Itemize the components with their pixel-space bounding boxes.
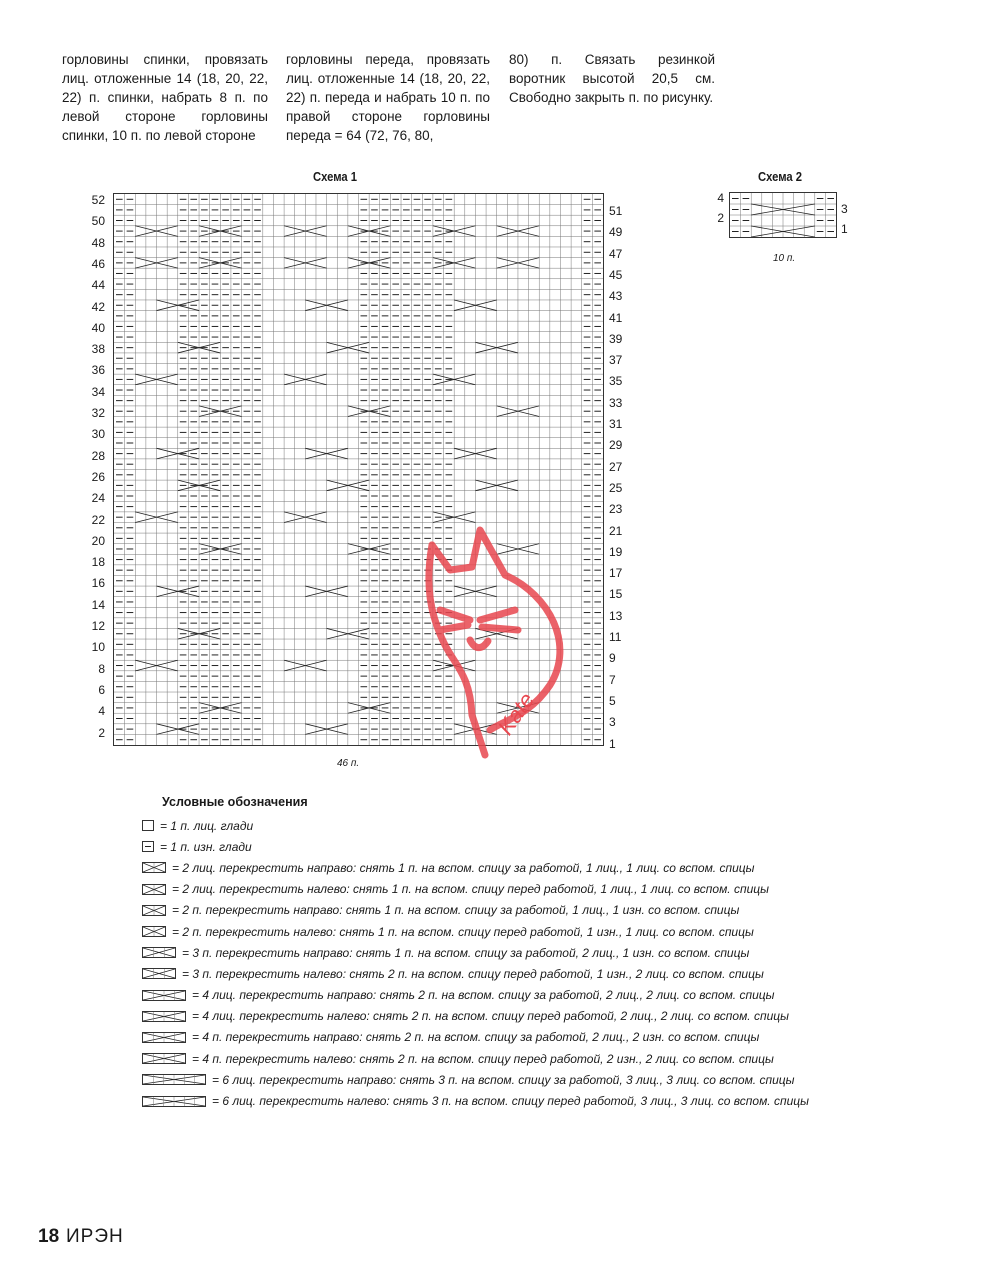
legend-item xyxy=(142,815,809,836)
text-column-1-body: горловины спинки, провязать лиц. отложенные 14 (18, 20, 22, 22) п. спинки, набрать 8 п. по левой стороне горловины спинки, 10 п. по левой стороне xyxy=(62,52,268,143)
schema2-right-row-number: 3 xyxy=(841,202,848,216)
schema1-right-row-number: 1 xyxy=(609,736,616,751)
legend-item-text: = 4 лиц. перекрестить направо: снять 2 п. на вспом. спицу за работой, 2 лиц., 2 лиц. со вспом. спицы xyxy=(192,988,775,1003)
cross-4-left-icon xyxy=(142,1011,186,1022)
schema1-left-row-number: 10 xyxy=(91,640,105,655)
schema1-right-row-number: 45 xyxy=(609,267,623,282)
magazine-name: ИРЭН xyxy=(66,1226,124,1247)
schema1-right-row-number: 51 xyxy=(609,204,623,218)
legend-item-text: = 2 лиц. перекрестить направо: снять 1 п. на вспом. спицу за работой, 1 лиц., 1 лиц. со вспом. спицы xyxy=(172,860,755,875)
purl-square-icon xyxy=(142,841,154,852)
schema1-left-row-number: 32 xyxy=(91,406,105,420)
cross-6-left-icon xyxy=(142,1096,206,1107)
schema1-right-row-number: 25 xyxy=(609,480,623,495)
legend-item-text: = 2 п. перекрестить налево: снять 1 п. на вспом. спицу перед работой, 1 изн., 1 лиц. со вспом. спицы xyxy=(172,924,754,939)
text-column-2-body: горловины переда, провязать лиц. отложенные 14 (18, 20, 22, 22) п. переда и набрать 10 п. по правой стороне горловины переда = 64 (72, 76, 80, xyxy=(286,52,490,143)
schema1-left-row-number: 40 xyxy=(91,320,105,335)
legend-item-text: = 2 п. перекрестить направо: снять 1 п. на вспом. спицу за работой, 1 лиц., 1 изн. со вспом. спицы xyxy=(172,903,740,918)
legend-item-text: = 1 п. лиц. глади xyxy=(160,818,254,833)
schema1-right-row-number: 33 xyxy=(609,395,623,410)
schema1-left-row-number: 44 xyxy=(91,278,105,293)
legend-item xyxy=(142,1006,809,1027)
cross-2p-right-icon xyxy=(142,905,166,916)
schema1-right-row-number: 15 xyxy=(609,587,623,602)
legend-item xyxy=(142,900,809,921)
schema1-right-row-number: 9 xyxy=(609,651,616,666)
text-column-3-body: 80) п. Связать резинкой воротник высотой 20,5 см. Свободно закрыть п. по рисунку. xyxy=(509,52,715,105)
schema1-left-row-number: 24 xyxy=(91,491,105,506)
schema1-left-row-number: 34 xyxy=(91,384,105,399)
schema1-left-row-number: 30 xyxy=(91,427,105,442)
legend-item xyxy=(142,836,809,857)
legend-item xyxy=(142,1069,809,1090)
schema1-left-row-number: 22 xyxy=(91,512,105,527)
schema2-title: Схема 2 xyxy=(758,170,803,184)
knit-square-icon xyxy=(142,820,154,831)
schema1-right-row-number: 11 xyxy=(609,630,622,644)
legend-item-text: = 4 п. перекрестить направо: снять 2 п. на вспом. спицу за работой, 2 лиц., 2 изн. со вспом. спицы xyxy=(192,1030,760,1045)
schema1-right-row-number: 31 xyxy=(609,417,623,431)
legend-item xyxy=(142,1048,809,1069)
schema1-left-row-number: 16 xyxy=(91,576,105,591)
legend-item-text: = 4 лиц. перекрестить налево: снять 2 п. на вспом. спицу перед работой, 2 лиц., 2 лиц. со вспом. спицы xyxy=(192,1009,789,1024)
watermark-text: Kate xyxy=(492,687,540,740)
schema1-right-row-number: 23 xyxy=(609,502,623,517)
cross-3p-right-icon xyxy=(142,947,176,958)
legend-item xyxy=(142,963,809,984)
legend-item-text: = 3 п. перекрестить направо: снять 1 п. на вспом. спицу за работой, 2 лиц., 1 изн. со вспом. спицы xyxy=(182,945,750,960)
schema1-left-row-number: 36 xyxy=(91,363,105,378)
schema1-left-row-number: 26 xyxy=(91,469,105,484)
schema1-right-row-number: 41 xyxy=(609,310,623,325)
schema1-left-row-number: 38 xyxy=(91,342,105,357)
schema1-right-row-number: 5 xyxy=(609,693,616,708)
schema2-width-label: 10 п. xyxy=(773,253,796,264)
schema1-left-row-number: 8 xyxy=(98,661,105,676)
cat-logo-icon xyxy=(410,515,580,765)
text-column-1 xyxy=(62,50,268,145)
schema1-right-row-number: 19 xyxy=(609,544,623,559)
schema2-left-row-number: 2 xyxy=(717,211,724,225)
legend-item-text: = 6 лиц. перекрестить направо: снять 3 п. на вспом. спицу за работой, 3 лиц., 3 лиц. со вспом. спицы xyxy=(212,1072,795,1087)
legend-item xyxy=(142,857,809,878)
schema1-left-row-number: 20 xyxy=(91,533,105,548)
watermark-cat-logo xyxy=(410,515,580,770)
schema1-left-row-number: 50 xyxy=(91,214,105,229)
legend-item-text: = 1 п. изн. глади xyxy=(160,839,252,854)
legend-item-text: = 3 п. перекрестить налево: снять 2 п. на вспом. спицу перед работой, 1 изн., 2 лиц. со вспом. спицы xyxy=(182,966,764,981)
schema1-width-label: 46 п. xyxy=(337,758,360,769)
cross-3p-left-icon xyxy=(142,968,176,979)
legend-list xyxy=(142,815,809,1112)
schema2-left-row-number: 4 xyxy=(717,191,724,205)
cross-4p-left-icon xyxy=(142,1053,186,1064)
schema1-right-row-number: 43 xyxy=(609,289,623,304)
schema1-left-row-number: 42 xyxy=(91,299,105,314)
cross-6-right-icon xyxy=(142,1074,206,1085)
schema1-title: Схема 1 xyxy=(313,170,358,184)
schema1-right-row-number: 39 xyxy=(609,331,623,346)
cross-2-left-icon xyxy=(142,884,166,895)
page-number: 18 xyxy=(38,1226,60,1247)
legend-item-text: = 2 лиц. перекрестить налево: снять 1 п. на вспом. спицу перед работой, 1 лиц., 1 лиц. со вспом. спицы xyxy=(172,882,769,897)
cross-2p-left-icon xyxy=(142,926,166,937)
schema1-right-row-number: 47 xyxy=(609,246,623,261)
legend-item xyxy=(142,1027,809,1048)
legend-item xyxy=(142,921,809,942)
legend-item xyxy=(142,942,809,963)
schema1-right-row-number: 49 xyxy=(609,225,623,240)
legend-item-text: = 4 п. перекрестить налево: снять 2 п. на вспом. спицу перед работой, 2 изн., 2 лиц. со вспом. спицы xyxy=(192,1051,774,1066)
schema1-left-row-number: 6 xyxy=(98,682,105,697)
schema1-left-row-number: 14 xyxy=(91,597,105,612)
schema1-left-row-number: 46 xyxy=(91,256,105,271)
schema1-right-row-number: 29 xyxy=(609,438,623,453)
cross-4-right-icon xyxy=(142,990,186,1001)
text-column-3 xyxy=(509,50,715,107)
schema2-right-row-number: 1 xyxy=(841,222,848,236)
schema1-left-row-number: 28 xyxy=(91,448,105,463)
schema1-right-row-number: 17 xyxy=(609,566,623,581)
cross-2-right-icon xyxy=(142,862,166,873)
legend-item xyxy=(142,879,809,900)
schema1-right-row-number: 37 xyxy=(609,353,623,368)
schema1-right-row-number: 27 xyxy=(609,459,623,474)
schema1-right-row-number: 7 xyxy=(609,672,616,687)
schema1-left-row-number: 18 xyxy=(91,555,105,570)
schema1-left-row-number: 4 xyxy=(98,704,105,719)
schema1-left-row-number: 2 xyxy=(98,725,105,740)
schema1-left-row-number: 12 xyxy=(91,619,105,633)
schema1-right-row-number: 13 xyxy=(609,608,623,623)
legend-item-text: = 6 лиц. перекрестить налево: снять 3 п. на вспом. спицу перед работой, 3 лиц., 3 лиц. со вспом. спицы xyxy=(212,1094,809,1109)
legend-item xyxy=(142,1090,809,1111)
schema1-right-row-number: 21 xyxy=(609,523,623,538)
schema1-right-row-number: 35 xyxy=(609,374,623,389)
cross-4p-right-icon xyxy=(142,1032,186,1043)
schema1-left-row-number: 48 xyxy=(91,235,105,250)
text-column-2 xyxy=(286,50,490,145)
schema1-right-row-number: 3 xyxy=(609,715,616,730)
legend-item xyxy=(142,985,809,1006)
schema2-grid-svg xyxy=(730,193,836,237)
schema2-grid xyxy=(729,192,837,238)
schema1-left-row-number: 52 xyxy=(91,193,105,207)
legend-title: Условные обозначения xyxy=(162,795,308,809)
